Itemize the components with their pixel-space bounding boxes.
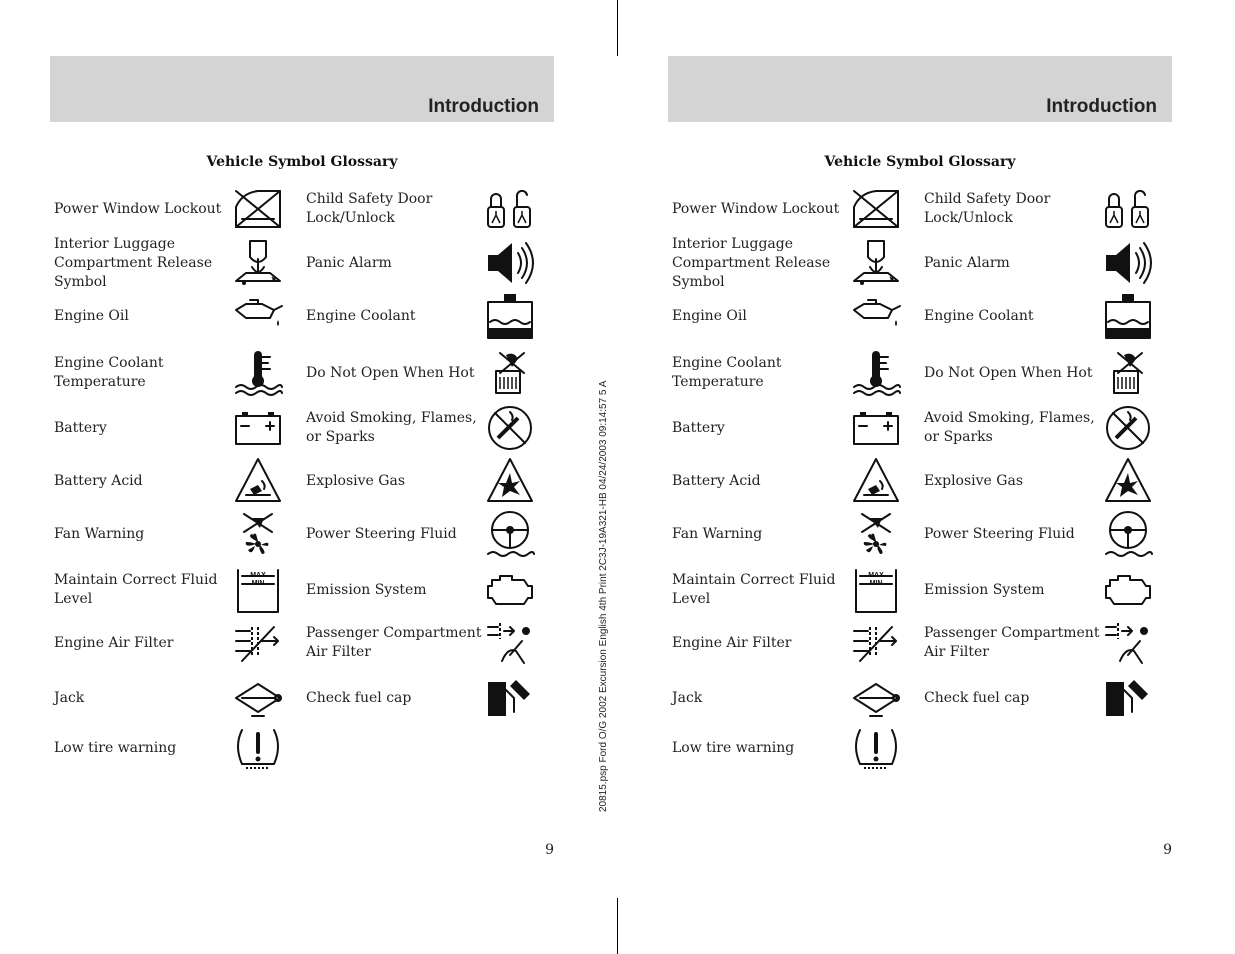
- emission-system-icon: [1102, 564, 1154, 616]
- symbol-icon-cell: [850, 236, 902, 290]
- print-job-note: 20815.psp Ford O/G 2002 Excursion English 4th Print 2C3J-19A321-HB 04/24/2003 09:14:57 5 A: [598, 380, 609, 812]
- symbol-icon-cell: [232, 236, 284, 290]
- engine-oil-icon: [232, 290, 284, 342]
- symbol-label: Panic Alarm: [924, 254, 1010, 271]
- luggage-release-icon: [850, 237, 902, 289]
- glossary-row: [50, 236, 554, 290]
- glossary-row: [668, 404, 1172, 452]
- symbol-icon-cell: [1102, 346, 1154, 400]
- symbol-label: Engine Air Filter: [672, 634, 792, 651]
- symbol-icon-cell: [232, 346, 284, 400]
- symbol-label: Child Safety Door Lock/Unlock: [306, 191, 433, 226]
- symbol-icon-cell: [484, 292, 536, 340]
- fan-warning-icon: [850, 508, 902, 560]
- symbol-label: Passenger Compartment Air Filter: [924, 625, 1100, 660]
- symbol-icon-cell: [484, 674, 536, 722]
- air-filter-icon: [232, 617, 284, 669]
- child-safety-lock-icon: [484, 183, 536, 235]
- symbol-label: Engine Coolant: [924, 307, 1034, 324]
- glossary-row: [668, 722, 1172, 774]
- glossary-row: [50, 186, 554, 232]
- glossary-row: [50, 292, 554, 340]
- do-not-open-hot-icon: [1102, 347, 1154, 399]
- cabin-air-filter-icon: [484, 617, 536, 669]
- symbol-icon-cell: [484, 618, 536, 668]
- symbol-icon-cell: [484, 508, 536, 560]
- symbol-icon-cell: [232, 292, 284, 340]
- symbol-label: Maintain Correct Fluid Level: [672, 572, 836, 607]
- symbol-icon-cell: [484, 236, 536, 290]
- glossary-row: [668, 292, 1172, 340]
- symbol-icon-cell: [1102, 236, 1154, 290]
- page-number: 9: [1163, 842, 1172, 858]
- symbol-label: Child Safety Door Lock/Unlock: [924, 191, 1051, 226]
- symbol-icon-cell: [850, 458, 902, 504]
- power-steering-icon: [484, 508, 536, 560]
- battery-icon: [850, 402, 902, 454]
- fluid-level-icon: [850, 564, 902, 616]
- symbol-label: Power Window Lockout: [54, 200, 222, 217]
- symbol-icon-cell: [232, 186, 284, 232]
- glossary-row: [50, 346, 554, 400]
- coolant-temperature-icon: [850, 347, 902, 399]
- glossary-row: [50, 508, 554, 560]
- engine-coolant-icon: [1102, 290, 1154, 342]
- symbol-label: Power Steering Fluid: [306, 525, 457, 542]
- symbol-label: Check fuel cap: [306, 689, 412, 706]
- glossary-row: [668, 186, 1172, 232]
- symbol-label: Avoid Smoking, Flames, or Sparks: [306, 410, 477, 445]
- symbol-icon-cell: [1102, 618, 1154, 668]
- symbol-label: Do Not Open When Hot: [306, 364, 475, 381]
- symbol-icon-cell: [232, 674, 284, 722]
- no-smoking-icon: [1102, 402, 1154, 454]
- panic-alarm-icon: [484, 237, 536, 289]
- page-right: [668, 56, 1172, 876]
- symbol-icon-cell: [850, 618, 902, 668]
- page-number: 9: [545, 842, 554, 858]
- symbol-label: Check fuel cap: [924, 689, 1030, 706]
- symbol-icon-cell: [1102, 458, 1154, 504]
- symbol-icon-cell: [1102, 722, 1154, 774]
- symbol-icon-cell: [1102, 674, 1154, 722]
- glossary-row: [668, 458, 1172, 504]
- symbol-icon-cell: [850, 722, 902, 774]
- header-band: [668, 56, 1172, 122]
- glossary-row: [668, 236, 1172, 290]
- glossary-row: [668, 618, 1172, 668]
- symbol-icon-cell: [484, 404, 536, 452]
- low-tire-warning-icon: [232, 722, 284, 774]
- child-safety-lock-icon: [1102, 183, 1154, 235]
- symbol-icon-cell: [850, 674, 902, 722]
- symbol-icon-cell: [850, 564, 902, 616]
- header-band: [50, 56, 554, 122]
- symbol-icon-cell: [1102, 292, 1154, 340]
- engine-oil-icon: [850, 290, 902, 342]
- fan-warning-icon: [232, 508, 284, 560]
- glossary-row: [50, 618, 554, 668]
- symbol-label: Do Not Open When Hot: [924, 364, 1093, 381]
- air-filter-icon: [850, 617, 902, 669]
- symbol-label: [306, 722, 484, 774]
- power-steering-icon: [1102, 508, 1154, 560]
- symbol-icon-cell: [484, 346, 536, 400]
- symbol-icon-cell: [232, 722, 284, 774]
- luggage-release-icon: [232, 237, 284, 289]
- symbol-label: Battery Acid: [672, 472, 761, 489]
- cabin-air-filter-icon: [1102, 617, 1154, 669]
- symbol-icon-cell: [850, 346, 902, 400]
- symbol-label: Jack: [672, 689, 703, 706]
- jack-icon: [232, 672, 284, 724]
- symbol-label: Fan Warning: [54, 525, 145, 542]
- symbol-label: [924, 722, 1102, 774]
- symbol-label: Emission System: [924, 581, 1045, 598]
- symbol-icon-cell: [232, 458, 284, 504]
- symbol-label: Explosive Gas: [924, 472, 1024, 489]
- symbol-icon-cell: [484, 186, 536, 232]
- symbol-label: Battery: [672, 419, 725, 436]
- symbol-label: Maintain Correct Fluid Level: [54, 572, 218, 607]
- power-window-lockout-icon: [850, 183, 902, 235]
- symbol-icon-cell: [850, 404, 902, 452]
- symbol-icon-cell: [232, 564, 284, 616]
- fluid-level-icon: [232, 564, 284, 616]
- symbol-label: Engine Air Filter: [54, 634, 174, 651]
- battery-icon: [232, 402, 284, 454]
- symbol-icon-cell: [232, 508, 284, 560]
- symbol-icon-cell: [850, 292, 902, 340]
- fuel-cap-icon: [1102, 672, 1154, 724]
- glossary-title: Vehicle Symbol Glossary: [824, 154, 1016, 170]
- symbol-label: Engine Oil: [672, 307, 747, 324]
- symbol-icon-cell: [484, 722, 536, 774]
- fuel-cap-icon: [484, 672, 536, 724]
- glossary-row: [668, 346, 1172, 400]
- glossary-row: [50, 722, 554, 774]
- low-tire-warning-icon: [850, 722, 902, 774]
- symbol-label: Engine Coolant Temperature: [54, 355, 164, 390]
- symbol-icon-cell: [1102, 404, 1154, 452]
- page-title: Introduction: [428, 96, 539, 117]
- glossary-row: [50, 674, 554, 722]
- symbol-label: Jack: [54, 689, 85, 706]
- symbol-icon-cell: [1102, 186, 1154, 232]
- page-left: [50, 56, 554, 876]
- coolant-temperature-icon: [232, 347, 284, 399]
- glossary-row: [50, 564, 554, 616]
- panic-alarm-icon: [1102, 237, 1154, 289]
- svg-text:MAX: MAX: [868, 572, 884, 579]
- emission-system-icon: [484, 564, 536, 616]
- symbol-label: Avoid Smoking, Flames, or Sparks: [924, 410, 1095, 445]
- symbol-icon-cell: [1102, 564, 1154, 616]
- symbol-label: Engine Coolant Temperature: [672, 355, 782, 390]
- symbol-label: Explosive Gas: [306, 472, 406, 489]
- symbol-label: Engine Oil: [54, 307, 129, 324]
- crop-mark-top: [617, 0, 618, 56]
- symbol-label: Passenger Compartment Air Filter: [306, 625, 482, 660]
- symbol-label: Interior Luggage Compartment Release Symbol: [54, 235, 213, 290]
- do-not-open-hot-icon: [484, 347, 536, 399]
- explosive-gas-icon: [484, 455, 536, 507]
- svg-text:MAX: MAX: [250, 572, 266, 579]
- glossary-row: [50, 458, 554, 504]
- symbol-label: Interior Luggage Compartment Release Symbol: [672, 235, 831, 290]
- symbol-label: Panic Alarm: [306, 254, 392, 271]
- symbol-icon-cell: [484, 458, 536, 504]
- battery-acid-icon: [850, 455, 902, 507]
- power-window-lockout-icon: [232, 183, 284, 235]
- symbol-label: Low tire warning: [54, 739, 177, 756]
- symbol-label: Emission System: [306, 581, 427, 598]
- engine-coolant-icon: [484, 290, 536, 342]
- glossary-row: [668, 564, 1172, 616]
- symbol-label: Power Window Lockout: [672, 200, 840, 217]
- symbol-icon-cell: [484, 564, 536, 616]
- glossary-row: [668, 508, 1172, 560]
- battery-acid-icon: [232, 455, 284, 507]
- jack-icon: [850, 672, 902, 724]
- glossary-row: [50, 404, 554, 452]
- symbol-icon-cell: [850, 186, 902, 232]
- symbol-label: Battery: [54, 419, 107, 436]
- explosive-gas-icon: [1102, 455, 1154, 507]
- svg-text:MIN: MIN: [869, 580, 883, 587]
- symbol-label: Power Steering Fluid: [924, 525, 1075, 542]
- svg-text:MIN: MIN: [251, 580, 265, 587]
- symbol-label: Fan Warning: [672, 525, 763, 542]
- symbol-icon-cell: [1102, 508, 1154, 560]
- glossary-row: [668, 674, 1172, 722]
- crop-mark-bottom: [617, 898, 618, 954]
- symbol-label: Low tire warning: [672, 739, 795, 756]
- symbol-icon-cell: [232, 404, 284, 452]
- page-title: Introduction: [1046, 96, 1157, 117]
- glossary-title: Vehicle Symbol Glossary: [206, 154, 398, 170]
- symbol-icon-cell: [850, 508, 902, 560]
- symbol-label: Battery Acid: [54, 472, 143, 489]
- symbol-label: Engine Coolant: [306, 307, 416, 324]
- no-smoking-icon: [484, 402, 536, 454]
- symbol-icon-cell: [232, 618, 284, 668]
